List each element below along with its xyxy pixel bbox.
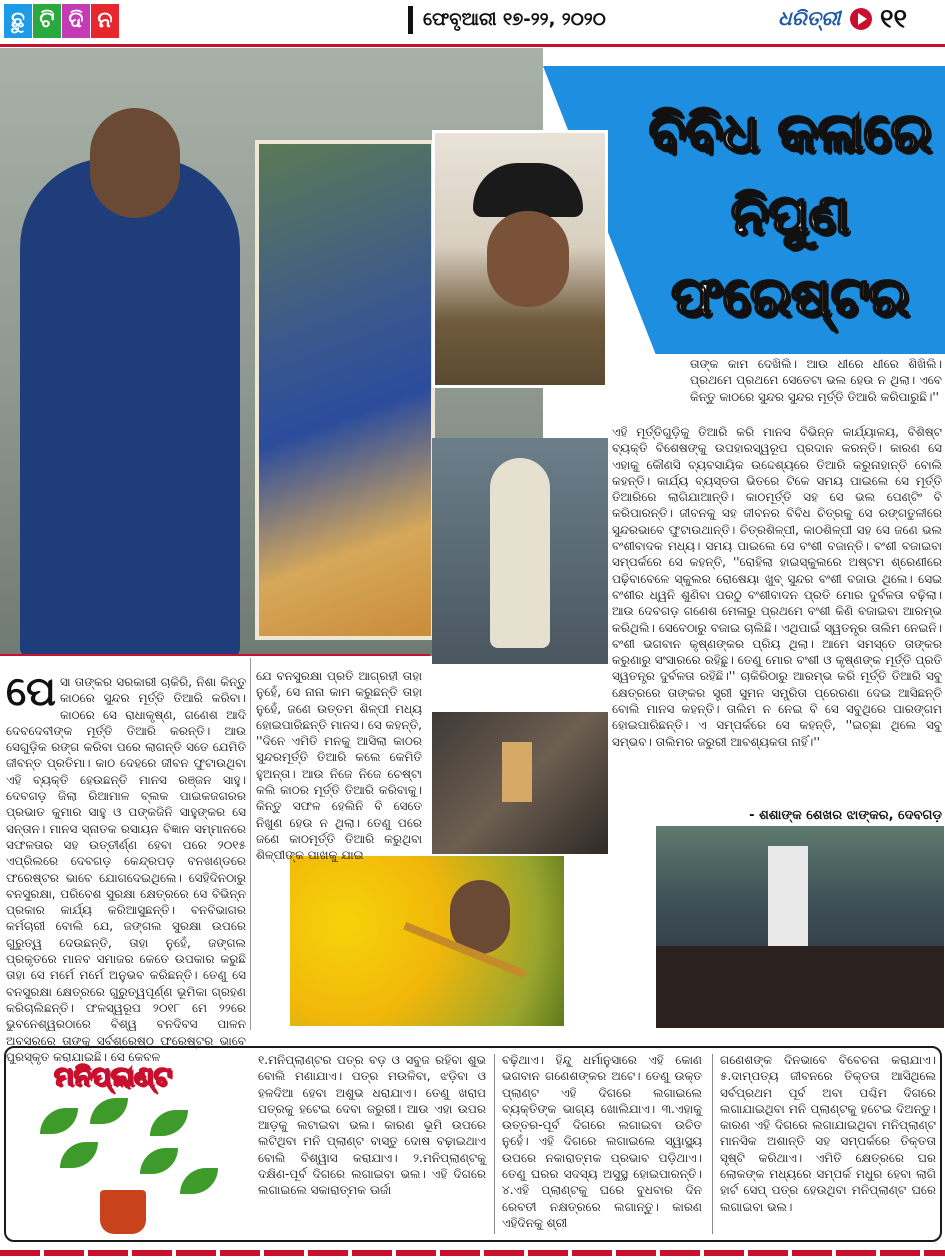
article-column-1-text: ସା ତାଙ୍କର ସରକାରୀ ଚାକିରି, ନିଶା କିନ୍ତୁ କାଠରେ ସୁନ୍ଦର ମୂର୍ତ୍ତି ତିଆରି କରିବା। କାଠରେ ସେ ରାଧାକୃଷ୍ଣ, ଗଣେଶ ଆଦି ଦେବଦେବୀଙ୍କ ମୂର୍ତ୍ତି ତିଆରି କରନ୍ତି। ଆଉ ସେଗୁଡ଼ିକ ରଙ୍ଗ କରିବା ପରେ ଲାଗନ୍ତି ସତେ ଯେମିତି ଜୀବନ୍ତ ପ୍ରତିମା। କାଠ ଦେହରେ ଜୀବନ ଫୁଟାଉଥିବା ଏହି ବ୍ୟକ୍ତି ହେଉଛନ୍ତି ମାନସ ରଞ୍ଜନ ସାହୁ। ଦେବଗଡ଼ ଜିଲା ରିଆମାଳ ବ୍ଲକ ପାଇକଜଗରର ପ୍ରଭାତ କୁମାର ସାହୁ ଓ ପଙ୍କଜିନି ସାହୁଙ୍କର ସେ ସନ୍ତାନ। ମାନସ ସ୍ନାତକ ରସାୟନ ବିଜ୍ଞାନ ସମ୍ମାନରେ ସଫଳତାର ସହ ଉତ୍ତୀର୍ଣ୍ଣ ହେବା ପରେ ୨୦୧୫ ଏପ୍ରିଲରେ ଦେବଗଡ଼ କେନ୍ଦ୍ରପଡ଼ ବନଖଣ୍ଡରେ ଫରେଷ୍ଟର ଭାବେ ଯୋଗଦେଇଥିଲେ। ସେହିଦିନଠାରୁ ବନସୁରକ୍ଷା, ପରିବେଶ ସୁରକ୍ଷା କ୍ଷେତ୍ରରେ ସେ ବିଭିନ୍ନ ପ୍ରକାର କାର୍ଯ୍ୟ କରିଆସୁଛନ୍ତି। ବନବିଭାଗର କର୍ମଚାରୀ ବୋଲି ଯେ, ଜଙ୍ଗଲ ସୁରକ୍ଷା ଉପରେ ଗୁରୁତ୍ୱ ଦେଉଛନ୍ତି, ତାହା ନୁହେଁ, ଜଙ୍ଗଲ ପ୍ରକୃତରେ ମାନବ ସମାଜର କେତେ ଉପକାର କରୁଛି ତାହା ସେ ମର୍ମେ ମର୍ମେ ଅନୁଭବ କରିଛନ୍ତି। ତେଣୁ ସେ ବନସୁରକ୍ଷା କ୍ଷେତ୍ରରେ ଗୁରୁତ୍ୱପୂର୍ଣ୍ଣ ଭୂମିକା ଗ୍ରହଣ କରିଚାଲିଛନ୍ତି। ଫଳସ୍ୱରୂପ ୨୦୧୮ ମେ ୨୨ରେ ଭୁବନେଶ୍ୱରଠାରେ ବିଶ୍ୱ ବନଦିବସ ପାଳନ ଅବସରରେ ତାଙ୍କୁ ସର୍ବଶ୍ରେଷ୍ଠ ଫରେଷ୍ଟର ଭାବେ ପୁରସ୍କୃତ କରାଯାଇଛି। ସେ କେବଳ: [6, 675, 246, 1064]
money-plant-column-2: ବଢ଼ିଥାଏ। ହିନ୍ଦୁ ଧର୍ମାନୁସାରେ ଏହି କୋଣ ଭଗବାନ ଗଣେଶଙ୍କର ଅଟେ। ତେଣୁ ଉକ୍ତ ପ୍ଲାଣ୍ଟ ଏହି ଦିଗରେ ଲଗାଇଲେ ବ୍ୟକ୍ତିଙ୍କ ଭାଗ୍ୟ ଖୋଲିଯାଏ। ୩.ଏହାକୁ ଉତ୍ତର-ପୂର୍ବ ଦିଗରେ ଲଗାଇବା ଉଚିତ ନୁହେଁ। ଏହି ଦିଗରେ ଲଗାଇଲେ ସ୍ୱାସ୍ଥ୍ୟ ଉପରେ ନକାରାତ୍ମକ ପ୍ରଭାବ ପଡ଼ିଥାଏ। ତେଣୁ ଘରର ସଦସ୍ୟ ଅସୁସ୍ଥ ହୋଇପାରନ୍ତି। ୪.ଏହି ପ୍ଲାଣ୍ଟକୁ ଘରେ ବୁଧବାର ଦିନ ରେବତୀ ନକ୍ଷତ୍ରରେ ଲଗାନ୍ତୁ। କାରଣ ଏହିଦିନକୁ ଶ୍ରୀ: [502, 1053, 702, 1230]
painter-figure: [20, 158, 240, 656]
leaf: [180, 1168, 218, 1194]
leaf: [90, 1098, 128, 1124]
brand-letter-1: ଛୁ: [4, 4, 32, 38]
woodcarving-photo: [432, 712, 608, 854]
headline-line-3: ଫରେଷ୍ଟର: [670, 265, 910, 328]
money-plant-title: ମନିପ୍ଲାଣ୍ଟ: [54, 1062, 172, 1092]
leaf: [60, 1142, 98, 1168]
article-column-3: ଏହି ମୂର୍ତ୍ତିଗୁଡ଼ିକୁ ତିଆରି କରି ମାନସ ବିଭିନ୍ନ କାର୍ଯ୍ୟାଳୟ, ବିଶିଷ୍ଟ ବ୍ୟକ୍ତି ବିଶେଷଙ୍କୁ ଉପହାରସ୍ୱରୂପ ପ୍ରଦାନ କରନ୍ତି। କାରଣ ସେ ଏହାକୁ କୌଣସି ବ୍ୟବସାୟିକ ଉଦ୍ଦେଶ୍ୟରେ ତିଆରି କରୁନାହାନ୍ତି ବୋଲି କହନ୍ତି। କାର୍ଯ୍ୟ ବ୍ୟସ୍ତତା ଭିତରେ ଟିକେ ସମୟ ପାଇଲେ ସେ ମୂର୍ତ୍ତି ତିଆରିରେ ଲାଗିଯାଆନ୍ତି। କାଠମୂର୍ତ୍ତି ସହ ସେ ଭଲ ପେଣ୍ଟିଂ ବି କରିପାରନ୍ତି। ଜୀବନକୁ ସହ ଜୀବନର ବିବିଧ ଚିତ୍ରକୁ ସେ ରଙ୍ଗତୁଳୀରେ ସୁନ୍ଦରଭାବେ ଫୁଟାଉଥାନ୍ତି। ଚିତ୍ରଶିଳ୍ପୀ, କାଠଶିଳ୍ପୀ ସହ ସେ ଜଣେ ଭଲ ବଂଶୀବାଦକ ମଧ୍ୟ। ସମୟ ପାଇଲେ ସେ ବଂଶୀ ବଜାନ୍ତି। ବଂଶୀ ବଜାଇବା ସମ୍ପର୍କରେ ସେ କହନ୍ତି, ''ରୋହିଲା ହାଇସ୍କୁଲରେ ଅଷ୍ଟମ ଶ୍ରେଣୀରେ ପଢ଼ିବାବେଳେ ସ୍କୁଲର ରୋଷେୟା ଖୁବ୍ ସୁନ୍ଦର ବଂଶୀ ବଜାଉ ଥିଲେ। ସେଇ ବଂଶୀର ଧ୍ୱନି ଶୁଣିବା ପରଠୁ ବଂଶୀବାଦନ ପ୍ରତି ମୋର ଦୁର୍ବଳତା ବଢ଼ିଲା। ଆଉ ଦେବଗଡ଼ ଗଣେଶ ମେଳାରୁ ପ୍ରଥମେ ବଂଶୀ କିଣି ବଜାଇବା ଆରମ୍ଭ କରିଥିଲି। ସେବେଠାରୁ ବଜାଇ ଚାଲିଛି। ଏଥିପାଇଁ ସ୍ୱତନ୍ତ୍ର ତାଲିମ ନେଇନି। ବଂଶୀ ଭଗବାନ କୃଷ୍ଣଙ୍କର ପ୍ରିୟ ଥିଲା। ଆମେ ସମସ୍ତେ ତାଙ୍କର କରୁଣାରୁ ସଂସାରରେ ରହିଛୁ। ତେଣୁ ମୋର ବଂଶୀ ଓ କୃଷ୍ଣଙ୍କ ମୂର୍ତ୍ତି ପ୍ରତି ସ୍ୱତନ୍ତ୍ର ଦୁର୍ବଳତା ରହିଛି।'' ଚାକିରିଠାରୁ ଆରମ୍ଭ କରି ମୂର୍ତ୍ତି ତିଆରି ସବୁ କ୍ଷେତ୍ରରେ ତାଙ୍କର ସ୍ତ୍ରୀ ସୁମନ ସମ୍ପ୍ରିତା ପ୍ରେରଣା ଦେଇ ଆସିଛନ୍ତି ବୋଲି ମାନସ କହନ୍ତି। ତାଲିମ ନ ନେଇ ବି ସେ ସବୁଥିରେ ପାରଙ୍ଗମ ହୋଇପାରିଛନ୍ତି। ଏ ସମ୍ପର୍କରେ ସେ କହନ୍ତି, ''ଇଚ୍ଛା ଥିଲେ ସବୁ ସମ୍ଭବ। ତାଲିମର ଜରୁରୀ ଆବଶ୍ୟକତା ନାହିଁ।'': [612, 425, 942, 749]
article-top-rule: [0, 654, 430, 656]
article-column-2: ଯେ ବନସୁରକ୍ଷା ପ୍ରତି ଆଗ୍ରହୀ ତାହା ନୁହେଁ, ସେ ନାନା କାମ କରୁଛନ୍ତି ତାହା ନୁହେଁ, ଜଣେ ଉତ୍ତମ ଶିଳ୍ପୀ ମଧ୍ୟ ହୋଇପାରିଛନ୍ତି ମାନସ। ସେ କହନ୍ତି, ''ଦିନେ ଏମିତି ମନକୁ ଆସିଲା କାଠର ସୁନ୍ଦରମୂର୍ତ୍ତି ତିଆରି କଲେ କେମିତି ହୁଅନ୍ତା। ଆଉ ନିଜେ ନିଜେ ଚେଷ୍ଟା କଲି କାଠର ମୂର୍ତ୍ତି ତିଆରି କରିବାକୁ। କିନ୍ତୁ ସଫଳ ହେଲିନି ବି ସେତେ ନିଖୁଣ ହେଉ ନ ଥିଲା। ତେଣୁ ପରେ ଜଣେ କାଠମୂର୍ତ୍ତି ତିଆରି କରୁଥିବା ଶିଳ୍ପୀଙ୍କ ପାଖକୁ ଯାଇ: [256, 669, 422, 863]
article-column-3-intro: ତାଙ୍କ କାମ ଦେଖିଲି। ଆଉ ଧୀରେ ଧୀରେ ଶିଖିଲି। ପ୍ରଥମେ ପ୍ରଥମେ ସେତେଟା ଭଲ ହେଉ ନ ଥିଲା। ଏବେ କିନ୍ତୁ କାଠରେ ସୁନ୍ଦର ସୁନ୍ଦର ମୂର୍ତ୍ତି ତିଆରି କରିପାରୁଛି।'': [690, 357, 942, 404]
flower-pot: [100, 1190, 146, 1234]
play-arrow-icon: [850, 8, 872, 30]
officer-face: [487, 211, 569, 307]
headline: [640, 92, 940, 338]
headline-line-1: ବିବିଧ କଳାରେ: [648, 101, 932, 164]
page-number: ୧୧: [880, 4, 908, 34]
headline-line-2: ନିପୁଣ: [730, 183, 850, 246]
money-plant-illustration: [30, 1098, 220, 1236]
byline: - ଶଶାଙ୍କ ଶେଖର ଝାଙ୍କର, ଦେବଗଡ଼: [749, 808, 942, 823]
money-plant-column-3: ଗଣେଶଙ୍କ ଦିନଭାବେ ବିବେଚନା କରାଯାଏ। ୫.ଦାମ୍ପତ୍ୟ ଜୀବନରେ ତିକ୍ତତା ଆସିଥିଲେ ସର୍ବପ୍ରଥମ ପୂର୍ବ ଅବା ପଶ୍ଚିମ ଦିଗରେ ଲଗାଯାଇଥିବା ମନି ପ୍ଲାଣ୍ଟକୁ ହଟେଇ ଦିଅନ୍ତୁ। କାରଣ ଏହି ଦିଗରେ ଲଗାଯାଇଥିବା ମନିପ୍ଲାଣ୍ଟ ମାନସିକ ଅଶାନ୍ତି ସହ ସମ୍ପର୍କରେ ତିକ୍ତତା ସୃଷ୍ଟି କରିଥାଏ। ଏମିତି କ୍ଷେତ୍ରରେ ଘର ଲୋକଙ୍କ ମଧ୍ୟରେ ସମ୍ପର୍କ ମଧୁର ହେବା ଲାଗି ହାର୍ଟ ସେପ୍ ପତ୍ର ହେଉଥିବା ମନିପ୍ଲାଣ୍ଟ ଘରେ ଲଗାଇବା ଭଲ।: [720, 1053, 936, 1214]
section-brand: [4, 4, 120, 38]
brand-letter-3: ଦି: [62, 4, 90, 38]
air-conditioner: [768, 846, 808, 956]
krishna-statue: [490, 458, 550, 648]
painting-canvas: [255, 140, 435, 640]
wood-block: [502, 742, 532, 802]
officer-portrait: [432, 130, 608, 388]
column-divider: [250, 658, 251, 1030]
officer-cap: [473, 163, 583, 217]
bottom-rule: [0, 1250, 945, 1256]
audience: [656, 946, 944, 1028]
brand-letter-4: ନ: [91, 4, 119, 38]
award-ceremony-photo: [656, 826, 944, 1028]
money-plant-column-1: ୧.ମନିପ୍ଲାଣ୍ଟର ପତ୍ର ବଡ଼ ଓ ସବୁଜ ରହିବା ଶୁଭ ବୋଲି ମଣାଯାଏ। ପତ୍ର ମଉଳିବା, ଝଡ଼ିବା ଓ ହଳଦିଆ ହେବା ଅଶୁଭ ଧରାଯାଏ। ତେଣୁ ଖରାପ ପତ୍ରକୁ ହଟେଇ ଦେବା ଜରୁରୀ। ଆଉ ଏହା ଉପର ଆଡ଼କୁ ଲଟାଇବା ଭଲ। କାରଣ ଭୂମି ଉପରେ ଲଟିଥିବା ମନି ପ୍ଲାଣ୍ଟ ବାସ୍ତୁ ଦୋଷ ବଢ଼ାଇଥାଏ ବୋଲି ବିଶ୍ୱାସ କରାଯାଏ। ୨.ମନିପ୍ଲାଣ୍ଟକୁ ଦକ୍ଷିଣ-ପୂର୍ବ ଦିଗରେ ଲଗାଇବା ଭଲ। ଏହି ଦିଗରେ ଲଗାଇଲେ ସକାରାତ୍ମକ ଊର୍ଜା: [258, 1053, 486, 1198]
paper-logo: ଧରିତ୍ରୀ: [778, 6, 841, 30]
money-plant-divider: [494, 1054, 495, 1234]
leaf: [40, 1108, 78, 1134]
masthead: [0, 0, 945, 44]
brand-letter-2: ଟି: [33, 4, 61, 38]
money-plant-divider: [712, 1054, 713, 1234]
issue-date: ଫେବୃଆରୀ ୧୭-୨୨, ୨୦୨୦: [408, 6, 738, 34]
painter-head: [90, 108, 180, 218]
krishna-sculpture-photo: [432, 438, 608, 664]
leaf: [150, 1110, 188, 1136]
flute-player-photo: [288, 854, 566, 1028]
top-rule: [0, 44, 945, 47]
article-column-1: [6, 669, 246, 1065]
drop-cap: ପେ: [6, 669, 56, 715]
leaf: [140, 1148, 178, 1174]
